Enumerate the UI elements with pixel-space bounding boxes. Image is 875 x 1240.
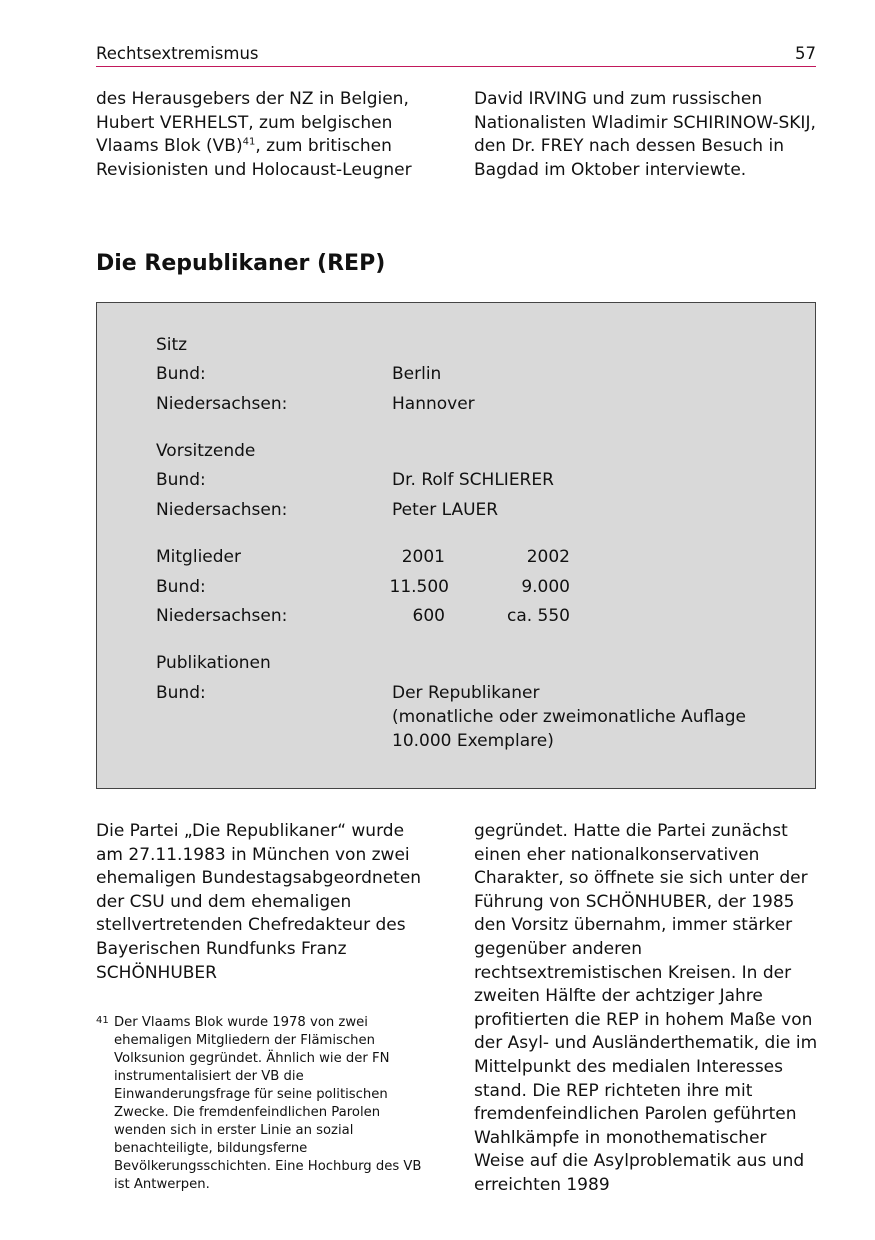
body-left-column [96,820,431,985]
intro-right-column [474,88,819,182]
mitglieder-year-2002: 2002 [526,547,570,567]
mitglieder-niedersachsen-2001: 600 [412,606,445,626]
page-header [96,44,816,67]
publikation-line: (monatliche oder zweimonatliche Auflage [392,707,746,727]
vorsitzende-niedersachsen-value: Peter LAUER [392,500,499,520]
intro-left-paragraph: des Herausgebers der NZ in Belgien, Hubert VERHELST, zum belgischen Vlaams Blok (VB)$^{41}$, zum britischen Revisionisten und Holocaust-Leugner [96,89,412,180]
sitz-niedersachsen-value: Hannover [392,394,475,414]
section-heading: Die Republikaner (REP) [96,251,386,276]
mitglieder-year-2001: 2001 [401,547,445,567]
mitglieder-bund-label: Bund: [156,577,206,597]
publikationen-bund-label: Bund: [156,683,206,703]
mitglieder-bund-2001: 11.500 [389,577,449,597]
body-right-column [474,820,819,1198]
sitz-niedersachsen-label: Niedersachsen: [156,394,288,414]
intro-left-column [96,88,436,182]
vorsitzende-bund-value: Dr. Rolf SCHLIERER [392,470,554,490]
body-right-paragraph: gegründet. Hatte die Partei zunächst einen eher nationalkonservativen Charakter, so öffnete sie sich unter der Führung von SCHÖNHUBER, der 1985 den Vorsitz übernahm, immer stärker gegenüber anderen rechtsextremistischen Kreisen. In der zweiten Hälfte der achtziger Jahre profitierten die REP in hohem Maße von der Asyl- und Ausländerthematik, die im Mittelpunkt des medialen Interesses stand. Die REP richteten ihre mit fremdenfeindlichen Parolen geführten Wahlkämpfe in monothematischer Weise auf die Asylproblematik aus und erreichten 1989 [474,821,818,1195]
body-left-paragraph: Die Partei „Die Republikaner“ wurde am 27.11.1983 in München von zwei ehemaligen Bundestagsabgeordneten der CSU und dem ehemaligen stellvertretenden Chefredakteur des Bayerischen Rundfunks Franz SCHÖNHUBER [96,821,422,983]
sitz-bund-label: Bund: [156,364,206,384]
footnote-reference[interactable]: 41 [242,136,256,148]
party-info-box [96,302,816,789]
footnote-text: Der Vlaams Blok wurde 1978 von zwei ehemaligen Mitgliedern der Flämischen Volksunion gegründet. Ähnlich wie der FN instrumentalisiert der VB die Einwanderungsfrage für seine politischen Zwecke. Die fremdenfeindlichen Parolen wenden sich in erster Linie an sozial benachteiligte, bildungsferne Bevölkerungsschichten. Eine Hochburg des VB ist Antwerpen. [114,1015,422,1192]
vorsitzende-bund-label: Bund: [156,470,206,490]
publikation-line: 10.000 Exemplare) [392,731,554,751]
vorsitzende-title: Vorsitzende [156,441,256,461]
mitglieder-bund-2002: 9.000 [521,577,570,597]
sitz-bund-value: Berlin [392,364,442,384]
mitglieder-niedersachsen-label: Niedersachsen: [156,606,288,626]
footnote-number: 41 [96,1015,109,1026]
publikation-line: Der Republikaner [392,683,540,703]
vorsitzende-niedersachsen-label: Niedersachsen: [156,500,288,520]
page-number: 57 [795,44,816,63]
publikationen-title: Publikationen [156,653,271,673]
mitglieder-title: Mitglieder [156,547,241,567]
mitglieder-niedersachsen-2002: ca. 550 [506,606,570,626]
running-title: Rechtsextremismus [96,44,259,63]
sitz-title: Sitz [156,335,188,355]
intro-right-paragraph: David IRVING und zum russischen Nationalisten Wladimir SCHIRINOW-SKIJ, den Dr. FREY nach dessen Besuch in Bagdad im Oktober interviewte. [474,89,816,180]
footnote [96,1014,436,1194]
